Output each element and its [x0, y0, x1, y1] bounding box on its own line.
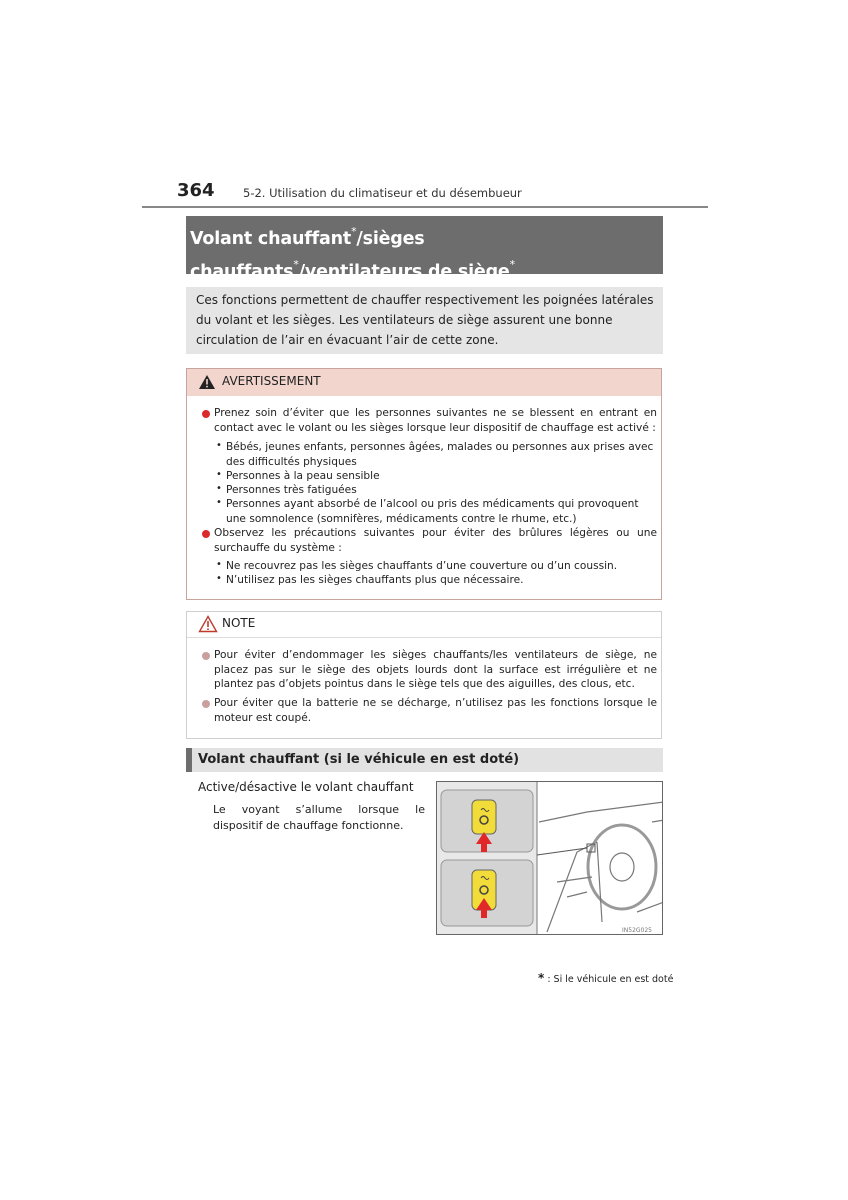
warning-title: AVERTISSEMENT: [222, 374, 321, 388]
warning-item-2: Observez les précautions suivantes pour éviter des brûlures légères ou une surchauffe du système :: [214, 527, 657, 554]
warning-sub-2: Personnes à la peau sensible: [226, 470, 380, 482]
heated-steering-button-top: [472, 800, 496, 834]
note-title: NOTE: [222, 616, 256, 630]
subsection-accent: [186, 748, 192, 772]
warning-item-1: Prenez soin d’éviter que les personnes suivantes ne se blessent en entrant en contact avec le volant ou les sièges lorsque leur dispositif de chauffage est activé :: [214, 407, 657, 434]
sub-bullet: •: [216, 497, 222, 508]
body-description: Le voyant s’allume lorsque le dispositif de chauffage fonctionne.: [213, 803, 425, 832]
note-bullet: [202, 652, 210, 660]
warning-sub-6: N’utilisez pas les sièges chauffants plus que nécessaire.: [226, 574, 524, 586]
warning-sub-5: Ne recouvrez pas les sièges chauffants d’une couverture ou d’un coussin.: [226, 560, 618, 572]
note-header: [187, 612, 661, 638]
warning-sub-4: Personnes ayant absorbé de l’alcool ou pris des médicaments qui provoquent une somnolence (somnifères, médicaments contre le rhume, etc.): [226, 498, 639, 525]
sub-bullet: •: [216, 573, 222, 584]
sub-bullet: •: [216, 440, 222, 451]
sub-bullet: •: [216, 483, 222, 494]
sub-bullet: •: [216, 469, 222, 480]
heated-steering-figure: [436, 781, 663, 935]
heated-steering-illustration: [437, 782, 663, 935]
subsection-title: Volant chauffant (si le véhicule en est doté): [198, 752, 520, 767]
section-label: 5-2. Utilisation du climatiseur et du désembueur: [243, 186, 522, 200]
intro-text: Ces fonctions permettent de chauffer respectivement les poignées latérales du volant et les sièges. Les ventilateurs de siège assurent une bonne circulation de l’air en évacuant l’air de cette zone.: [196, 293, 654, 347]
body-label: Active/désactive le volant chauffant: [198, 780, 414, 794]
warning-bullet: [202, 410, 210, 418]
page-title: Volant chauffant*/sièges chauffants*/ventilateurs de siège*: [190, 225, 515, 282]
warning-sub-1: Bébés, jeunes enfants, personnes âgées, malades ou personnes aux prises avec des difficultés physiques: [226, 441, 654, 468]
warning-bullet: [202, 530, 210, 538]
dashboard-line-art: [539, 802, 663, 932]
warning-triangle-icon: [198, 374, 216, 390]
footnote: * : Si le véhicule en est doté: [538, 971, 674, 985]
note-item-2: Pour éviter que la batterie ne se décharge, n’utilisez pas les fonctions lorsque le moteur est coupé.: [214, 697, 657, 724]
note-item-1: Pour éviter d’endommager les sièges chauffants/les ventilateurs de siège, ne placez pas sur le siège des objets lourds dont la surface est irrégulière et ne plantez pas d’objets pointus dans le siège tels que des aiguilles, des clous, etc.: [214, 649, 657, 690]
warning-sub-3: Personnes très fatiguées: [226, 484, 357, 496]
note-bullet: [202, 700, 210, 708]
sub-bullet: •: [216, 559, 222, 570]
header-rule: [142, 206, 708, 208]
figure-code: IN52G025: [622, 927, 652, 934]
page-number: 364: [177, 180, 215, 201]
caution-triangle-icon: [198, 615, 218, 633]
